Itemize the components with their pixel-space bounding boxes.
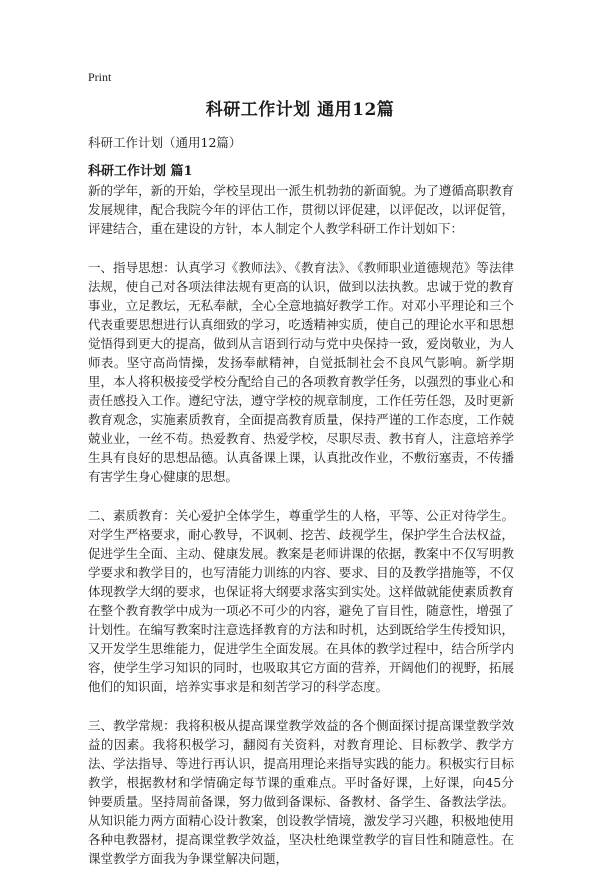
paragraph-quality-education: 二、素质教育：关心爱护全体学生，尊重学生的人格，平等、公正对待学生。对学生严格要求，耐心教导，不讽刺、挖苦、歧视学生，保护学生合法权益，促进学生全面、主动、健康发展。教案是老师讲课的依据，教案中不仅写明教学要求和教学目的，也写清能力训练的内容、要求、目的及教学措施等，不仅体现教学大纲的要求，也保证将大纲要求落实到实处。这样做就能使素质教育在整个教育教学中成为一项必不可少的内容，避免了盲目性，随意性，增强了计划性。在编写教案时注意选择教育的方法和时机，达到既给学生传授知识，又开发学生思维能力，促进学生全面发展。在具体的教学过程中，结合所学内容，使学生学习知识的同时，也吸取其它方面的营养，开阔他们的视野，拓展他们的知识面，培养实事求是和刻苦学习的科学态度。	[88, 508, 514, 694]
document-body	[88, 181, 514, 888]
page-title: 科研工作计划 通用12篇	[205, 100, 395, 120]
print-link[interactable]: Print	[88, 70, 112, 84]
paragraph-teaching-routine: 三、教学常规：我将积极从提高课堂教学效益的各个侧面探讨提高课堂教学效益的因素。我将积极学习，翻阅有关资料，对教育理论、目标教学、教学方法、学法指导、等进行再认识，提高用理论来指导实践的能力。积极实行目标教学，根据教材和学情确定每节课的重难点。平时备好课，上好课，向45分钟要质量。坚持周前备课，努力做到备课标、备教材、备学生、备教法学法。从知识能力两方面精心设计教案，创设教学情境，激发学习兴趣，积极地使用各种电教器材，提高课堂教学效益，坚决杜绝课堂教学的盲目性和随意性。在课堂教学方面我为争课堂解决问题，	[88, 718, 514, 866]
paragraph-intro: 新的学年，新的开始，学校呈现出一派生机勃勃的新面貌。为了遵循高职教育发展规律，配合我院今年的评估工作，贯彻以评促建，以评促改，以评促管，评建结合，重在建设的方针，本人制定个人教学科研工作计划如下：	[88, 183, 514, 236]
section-heading: 科研工作计划 篇1	[88, 164, 193, 179]
paragraph-guiding-thought: 一、指导思想：认真学习《教师法》、《教育法》、《教师职业道德规范》等法律法规，使自己对各项法律法规有更高的认识，做到以法执教。忠诚于党的教育事业，立足教坛，无私奉献，全心全意地搞好教学工作。对邓小平理论和三个代表重要思想进行认真细致的学习，吃透精神实质，使自己的理论水平和思想觉悟得到更大的提高，做到从言语到行动与党中央保持一致，爱岗敬业，为人师表。坚守高尚情操，发扬奉献精神，自觉抵制社会不良风气影响。新学期里，本人将积极接受学校分配给自己的各项教育教学任务，以强烈的事业心和责任感投入工作。遵纪守法，遵守学校的规章制度，工作任劳任怨，及时更新教育观念，实施素质教育，全面提高教育质量，保持严谨的工作态度，工作兢兢业业，一丝不苟。热爱教育、热爱学校，尽职尽责、教书育人，注意培养学生具有良好的思想品德。认真备课上课，认真批改作业，不敷衍塞责，不传播有害学生身心健康的思想。	[88, 260, 514, 484]
document-subtitle: 科研工作计划（通用12篇）	[88, 135, 242, 150]
